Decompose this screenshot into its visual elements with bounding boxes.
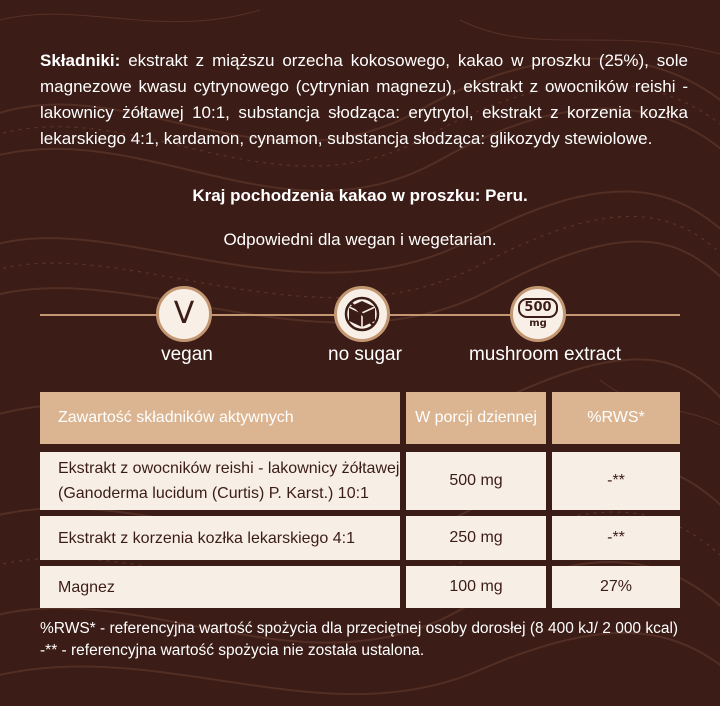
table-cell-amount: 500 mg [400, 452, 546, 510]
feature-label-mushroom-extract: mushroom extract [468, 344, 622, 365]
table-cell-amount: 100 mg [400, 566, 546, 608]
footnote-not-established: -** - referencyjna wartość spożycia nie została ustalona. [40, 642, 425, 659]
footnotes [40, 618, 700, 662]
vegan-v-glyph: V [173, 296, 195, 331]
table-cell-name: Ekstrakt z korzenia kozłka lekarskiego 4:1 [40, 516, 400, 560]
footnote-rws: %RWS* - referencyjna wartość spożycia dla przeciętnej osoby dorosłej (8 400 kJ/ 2 000 kcal) [40, 620, 679, 637]
active-ingredients-table [40, 392, 680, 608]
feature-label-vegan: vegan [161, 344, 213, 365]
ingredients-text [40, 48, 688, 152]
500mg-badge-icon [510, 286, 566, 342]
badge-500-value: 500 [518, 298, 557, 318]
table-header-cell: W porcji dziennej [400, 392, 546, 444]
sugar-cube-crossed-svg [344, 296, 380, 332]
cocoa-origin: Kraj pochodzenia kakao w proszku: Peru. [192, 186, 528, 205]
table-cell-rws: -** [546, 452, 680, 510]
no-sugar-cube-icon [334, 286, 390, 342]
vegan-v-icon [156, 286, 212, 342]
table-cell-rws: 27% [546, 566, 680, 608]
feature-label-no-sugar: no sugar [328, 344, 402, 365]
table-header-cell: Zawartość składników aktywnych [58, 409, 294, 426]
table-cell-name: Ekstrakt z owocników reishi - lakownicy żółtawej (Ganoderma lucidum (Curtis) P. Karst.) 10:1 [40, 452, 400, 510]
table-cell-name: Magnez [40, 566, 400, 608]
table-cell-rws: -** [546, 516, 680, 560]
table-row [40, 516, 680, 560]
ingredients-label: Składniki: [40, 51, 121, 70]
table-row [40, 452, 680, 510]
table-header-row [40, 392, 680, 444]
table-header-cell: %RWS* [546, 392, 680, 444]
ingredients-list: ekstrakt z miąższu orzecha kokosowego, kakao w proszku (25%), sole magnezowe kwasu cytrynowego (cytrynian magnezu), ekstrakt z owocników reishi - lakownicy żółtawej 10:1, substancja słodząca: erytrytol, ekstrakt z korzenia kozłka lekarskiego 4:1, kardamon, cynamon, substancja słodząca: glikozydy stewiolowe. [40, 51, 688, 148]
table-row [40, 566, 680, 608]
vegan-note: Odpowiedni dla wegan i wegetarian. [223, 230, 497, 249]
table-cell-amount: 250 mg [400, 516, 546, 560]
badge-mg-unit: mg [529, 318, 547, 329]
